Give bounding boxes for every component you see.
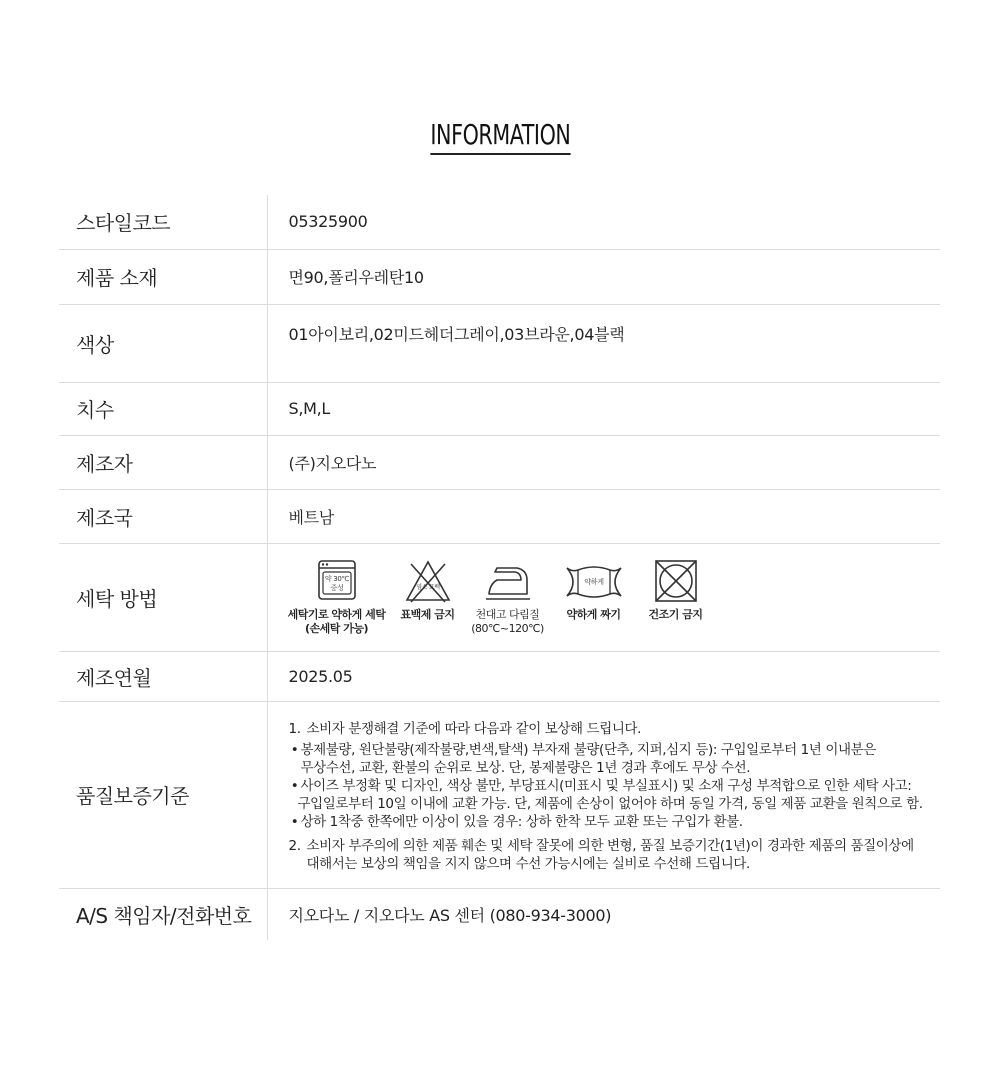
care-label-dryer (649, 608, 703, 622)
quality-bullet-3-text: 상하 1착중 한쪽에만 이상이 있을 경우: 상하 한착 모두 교환 또는 구입가 환불. (300, 813, 743, 830)
quality-item-2-cont: 대해서는 보상의 책임을 지지 않으며 수선 가능시에는 실비로 수선해 드립니다. (306, 855, 750, 872)
value-as: 지오다노 / 지오다노 AS 센터 (080-934-3000) (288, 905, 612, 925)
info-title-wrap (0, 118, 1000, 155)
quality-bullet-2-cont: 구입일로부터 10일 이내에 교환 가능. 단, 제품에 손상이 없어야 하며 동일 가격, 동일 제품 교환을 원칙으로 함. (297, 795, 923, 812)
label-material: 제품 소재 (59, 249, 267, 304)
bullet-dot: • (290, 741, 299, 758)
bullet-dot: • (290, 813, 299, 830)
label-style-code: 스타일코드 (59, 195, 267, 249)
bleach-text: 염소 표백 (415, 584, 440, 591)
label-color: 색상 (59, 304, 267, 382)
row-date (59, 651, 940, 701)
wash-temp-text: 약 30℃ (324, 575, 349, 583)
value-color: 01아이보리,02미드헤더그레이,03브라운,04블랙 (267, 304, 940, 382)
care-no-bleach (392, 558, 464, 622)
row-style-code (59, 195, 940, 249)
quality-item-2-num: 2. (288, 837, 301, 854)
care-wring (552, 558, 636, 622)
care-label-wash (288, 608, 386, 636)
label-date: 제조연월 (59, 651, 267, 701)
label-size: 치수 (59, 382, 267, 435)
care-label-wring-line1: 약하게 짜기 (566, 608, 621, 621)
value-country: 베트남 (267, 489, 940, 543)
no-bleach-icon (403, 558, 453, 604)
care-label-wash-line2: (손세탁 가능) (304, 622, 368, 635)
quality-bullet-1 (289, 741, 941, 759)
wash-detergent-text: 중성 (330, 584, 343, 592)
bullet-dot: • (290, 777, 299, 794)
label-quality: 품질보증기준 (59, 701, 267, 888)
care-label-iron-line2: (80℃~120℃) (471, 622, 544, 635)
wring-text: 약하게 (583, 578, 604, 586)
value-washing (267, 543, 940, 651)
value-quality (267, 701, 940, 888)
quality-bullet-1-cont: 무상수선, 교환, 환불의 순위로 보상. 단, 봉제불량은 1년 경과 후에도 무상 수선. (300, 759, 751, 776)
quality-bullet-1-line1: 봉제불량, 원단불량(제작불량,변색,탈색) 부자재 불량(단추, 지퍼,심지 등): 구입일로부터 1년 이내분은 (300, 741, 876, 758)
row-quality (59, 701, 940, 888)
quality-bullet-2-line1: 사이즈 부정확 및 디자인, 색상 불만, 부당표시(미표시 및 부실표시) 및 소재 구성 부적합으로 인한 세탁 사고: (300, 777, 912, 794)
quality-item-2 (289, 837, 941, 855)
value-style-code: 05325900 (267, 195, 940, 249)
iron-cloth-icon (483, 558, 533, 604)
label-washing: 세탁 방법 (59, 543, 267, 651)
quality-item-1-text: 소비자 분쟁해결 기준에 따라 다음과 같이 보상해 드립니다. (306, 720, 642, 737)
quality-guarantee-text (289, 703, 941, 887)
care-label-iron-line1: 천대고 다림질 (475, 608, 540, 621)
quality-item-1 (289, 720, 941, 738)
no-tumble-dry-icon (653, 558, 699, 604)
value-maker: (주)지오다노 (267, 435, 940, 489)
care-label-wring (567, 608, 621, 622)
label-country: 제조국 (59, 489, 267, 543)
quality-bullet-2 (289, 777, 941, 795)
quality-item-2-line1: 소비자 부주의에 의한 제품 훼손 및 세탁 잘못에 의한 변형, 품질 보증기간(1년)이 경과한 제품의 품질이상에 (306, 837, 914, 854)
care-machine-wash (282, 558, 392, 636)
quality-bullet-3 (289, 813, 941, 831)
row-material (59, 249, 940, 304)
care-icons (282, 558, 941, 636)
product-info-table (59, 195, 940, 940)
care-label-bleach (401, 608, 455, 622)
row-as (59, 888, 940, 940)
label-as: A/S 책임자/전화번호 (59, 888, 267, 940)
care-label-iron (471, 608, 544, 636)
value-date: 2025.05 (267, 651, 940, 701)
care-label-bleach-line1: 표백제 금지 (400, 608, 455, 621)
gentle-wring-icon (564, 558, 624, 604)
care-label-wash-line1: 세탁기로 약하게 세탁 (287, 608, 386, 621)
row-country (59, 489, 940, 543)
page-title: INFORMATION (430, 118, 570, 155)
care-no-dryer (636, 558, 716, 622)
care-label-dryer-line1: 건조기 금지 (648, 608, 703, 621)
quality-item-1-num: 1. (288, 720, 301, 737)
row-color (59, 304, 940, 382)
machine-wash-30-icon (314, 558, 360, 604)
value-material: 면90,폴리우레탄10 (267, 249, 940, 304)
row-maker (59, 435, 940, 489)
row-washing (59, 543, 940, 651)
row-size (59, 382, 940, 435)
care-iron (464, 558, 552, 636)
label-maker: 제조자 (59, 435, 267, 489)
value-size: S,M,L (267, 382, 940, 435)
